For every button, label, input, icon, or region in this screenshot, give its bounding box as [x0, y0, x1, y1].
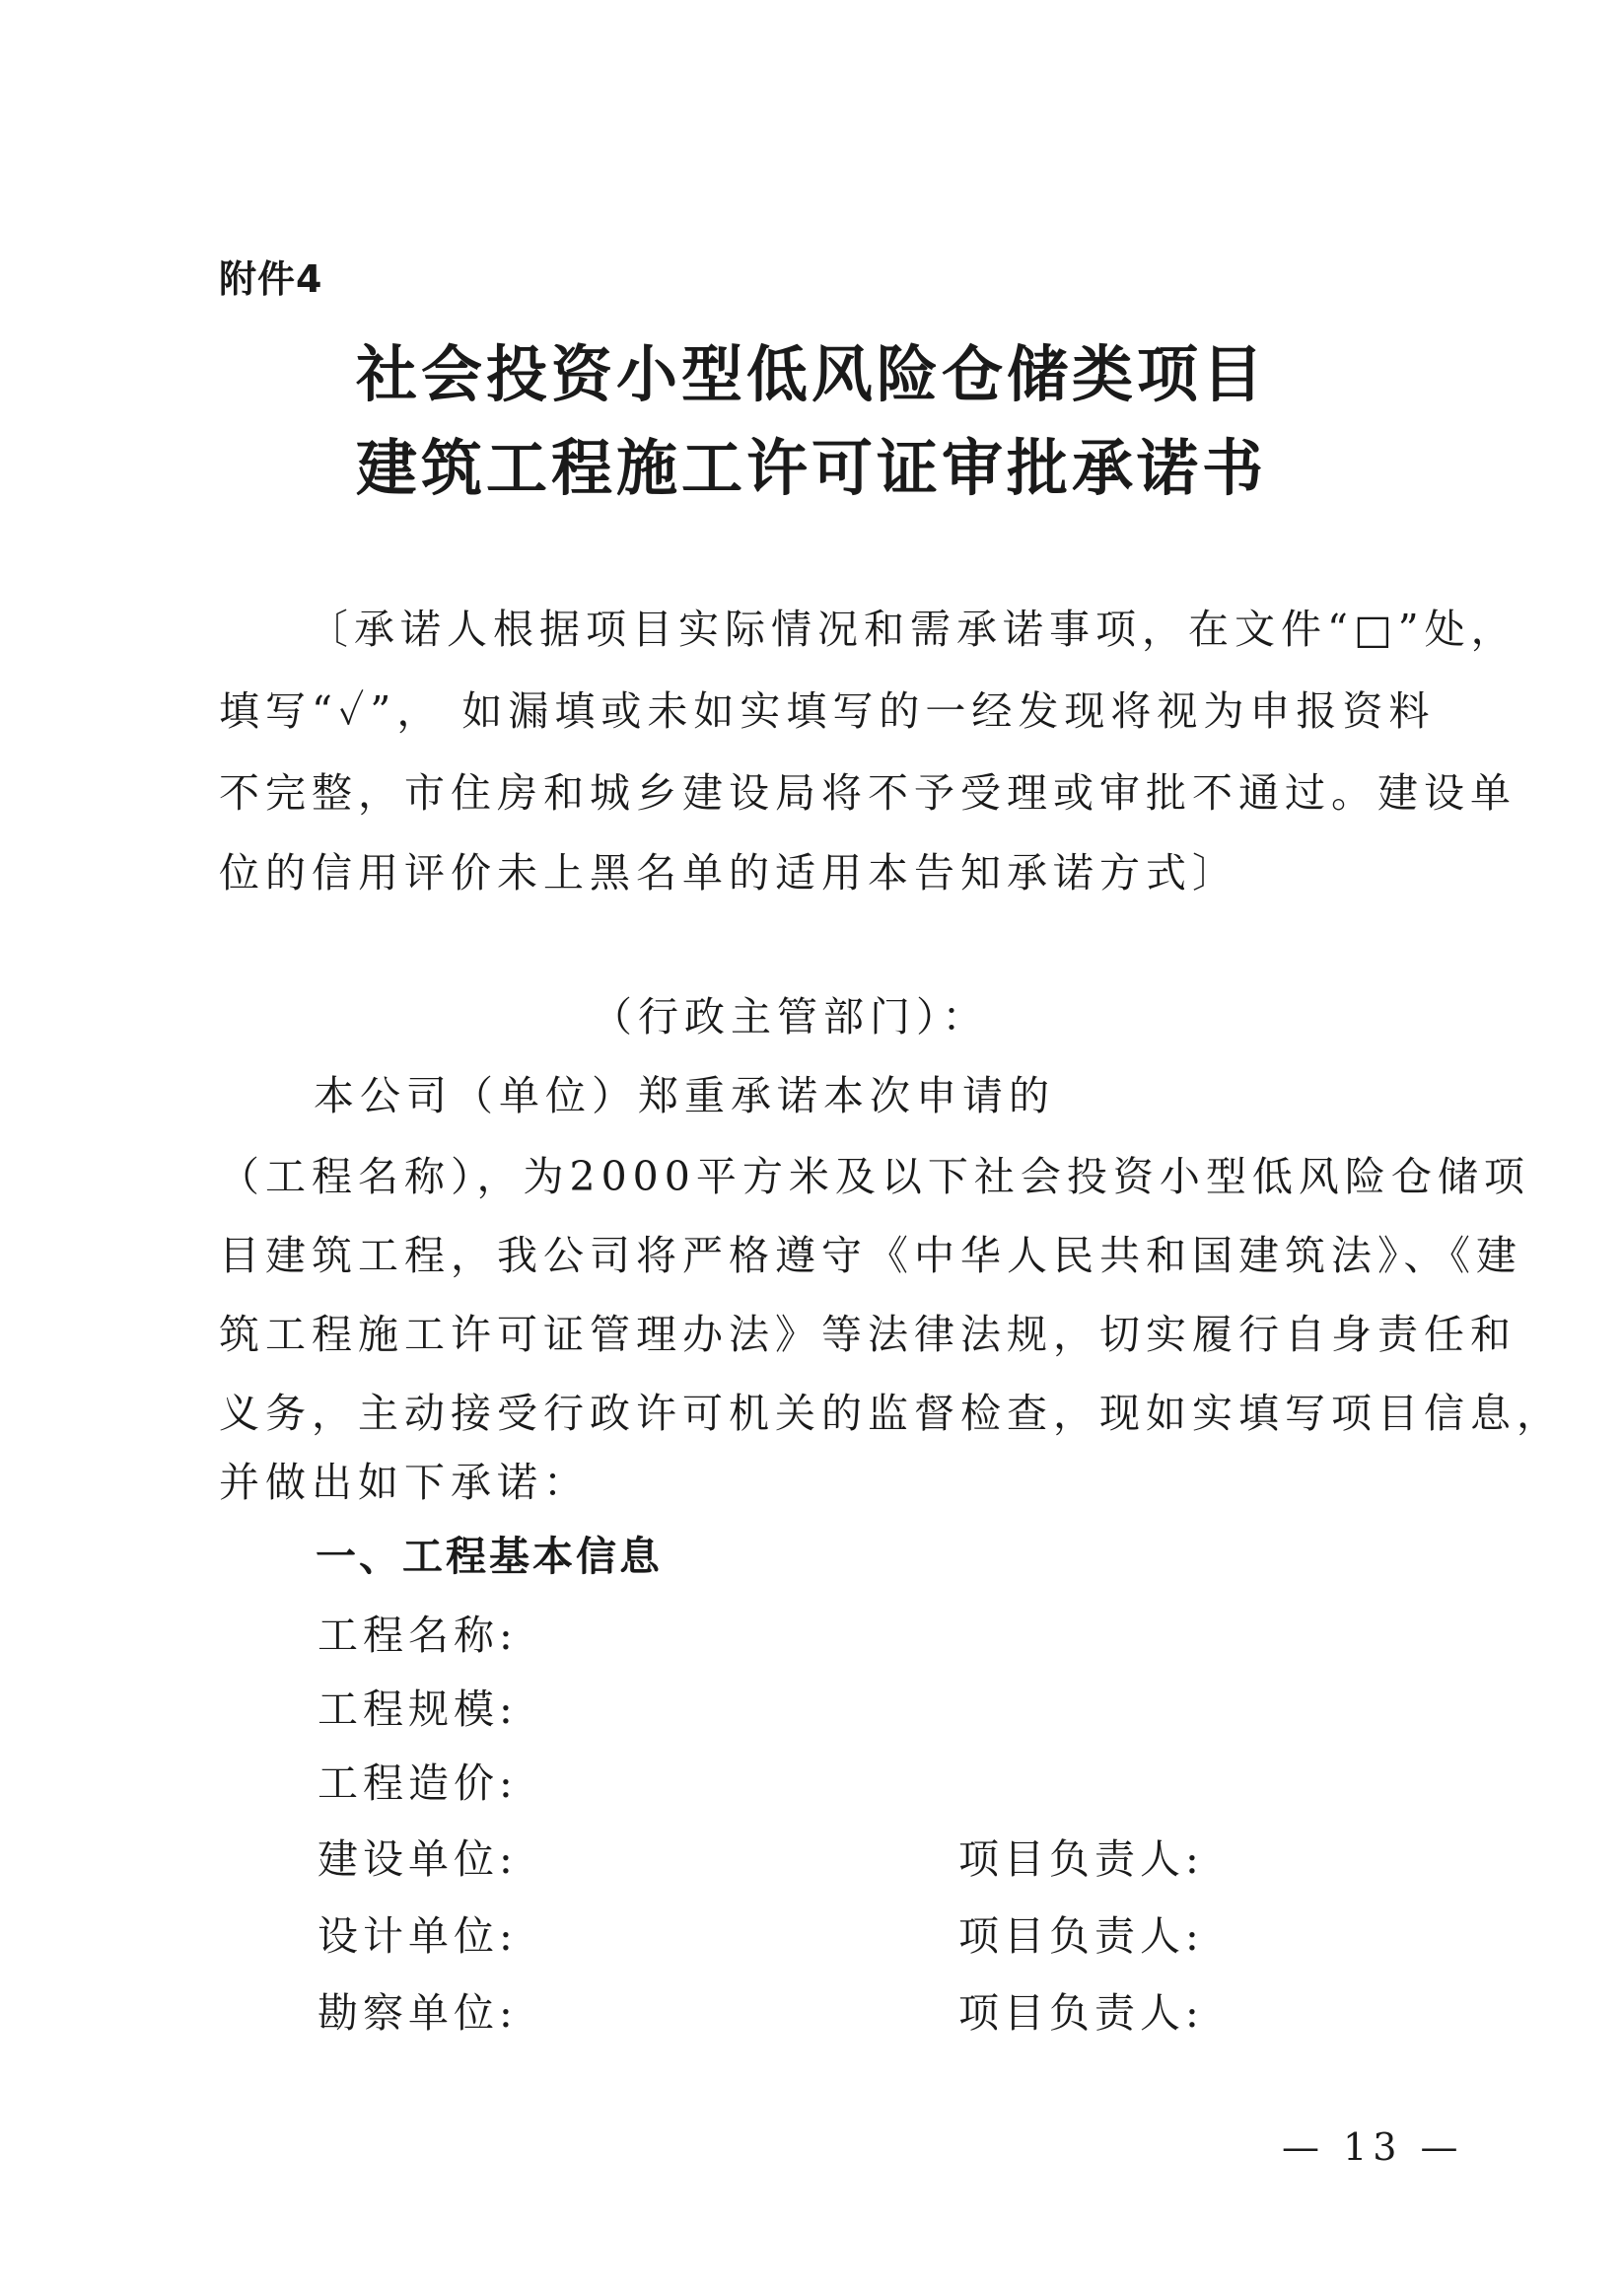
- page-number: — 13 —: [1282, 2125, 1464, 2169]
- field-construction-unit: 建设单位:: [318, 1835, 518, 1883]
- field-design-manager: 项目负责人:: [958, 1912, 1204, 1960]
- field-survey-manager: 项目负责人:: [958, 1989, 1204, 2037]
- instruction-line-1: 〔承诺人根据项目实际情况和需承诺事项，在文件“□”处，: [308, 606, 1517, 653]
- instruction-line-2: 填写“✓”， 如漏填或未如实填写的一经发现将视为申报资料: [219, 687, 1436, 735]
- document-title-line-2: 建筑工程施工许可证审批承诺书: [355, 432, 1267, 504]
- body-line-2: （工程名称），为2000平方米及以下社会投资小型低风险仓储项: [219, 1153, 1530, 1200]
- document-title-line-1: 社会投资小型低风险仓储类项目: [355, 338, 1267, 410]
- field-survey-unit: 勘察单位:: [318, 1989, 518, 2037]
- instruction-line-3: 不完整，市住房和城乡建设局将不予受理或审批不通过。建设单: [219, 769, 1517, 817]
- body-line-6: 并做出如下承诺：: [219, 1459, 590, 1506]
- field-construction-manager: 项目负责人:: [958, 1835, 1204, 1883]
- body-line-4: 筑工程施工许可证管理办法》等法律法规，切实履行自身责任和: [219, 1311, 1517, 1358]
- instruction-line-4: 位的信用评价未上黑名单的适用本告知承诺方式〕: [219, 849, 1238, 897]
- field-project-cost: 工程造价:: [318, 1759, 518, 1807]
- field-project-name: 工程名称:: [318, 1612, 518, 1659]
- section-heading-basic-info: 一、工程基本信息: [316, 1533, 663, 1580]
- attachment-label: 附件4: [219, 257, 323, 301]
- addressee: （行政主管部门）：: [592, 993, 989, 1040]
- field-project-scale: 工程规模:: [318, 1686, 518, 1733]
- body-line-1: 本公司（单位）郑重承诺本次申请的: [314, 1072, 1055, 1119]
- field-design-unit: 设计单位:: [318, 1912, 518, 1960]
- body-line-5: 义务，主动接受行政许可机关的监督检查，现如实填写项目信息，: [219, 1390, 1563, 1437]
- body-line-3: 目建筑工程，我公司将严格遵守《中华人民共和国建筑法》、《建: [219, 1232, 1522, 1279]
